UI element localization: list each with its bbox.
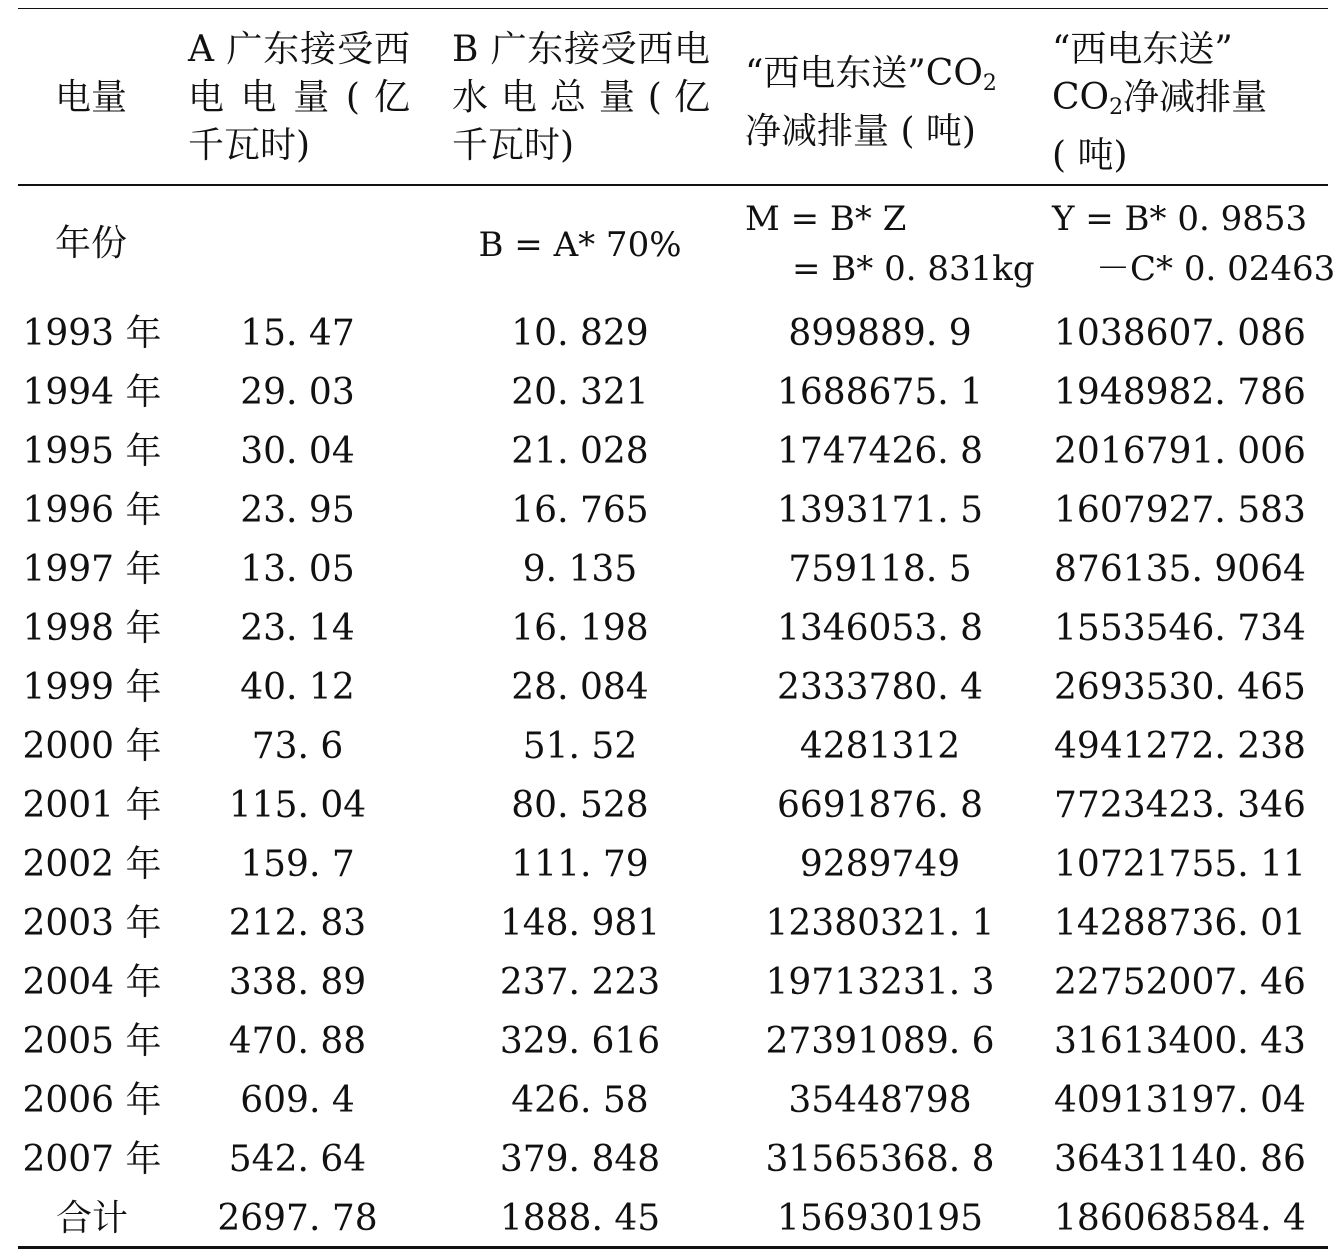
received-cell: 2697. 78 — [217, 1198, 378, 1239]
hydro-cell: 16. 765 — [511, 490, 649, 531]
year-cell: 1999 年 — [22, 667, 162, 708]
formula-y-line2: －C* 0. 02463 — [1096, 249, 1336, 289]
co2-y-cell: 1948982. 786 — [1054, 372, 1306, 413]
hydro-cell: 51. 52 — [522, 726, 638, 767]
hydro-cell: 16. 198 — [511, 608, 649, 649]
year-cell: 1997 年 — [22, 549, 162, 590]
hydro-cell: 379. 848 — [499, 1139, 661, 1180]
received-cell: 115. 04 — [228, 785, 367, 826]
hydro-cell: 426. 58 — [511, 1080, 649, 1121]
header-guangdong-received-line3: 千瓦时) — [188, 125, 311, 166]
received-cell: 23. 14 — [240, 608, 355, 649]
co2-y-cell: 2016791. 006 — [1054, 431, 1306, 472]
co2-y-cell: 186068584. 4 — [1054, 1198, 1306, 1239]
header-co2-y-line2: $CO_2$净减排量 — [1052, 77, 1268, 120]
co2-m-cell: 759118. 5 — [788, 549, 972, 590]
received-cell: 159. 7 — [240, 844, 355, 885]
co2-m-cell: 1747426. 8 — [776, 431, 984, 472]
co2-m-cell: 12380321. 1 — [765, 903, 995, 944]
co2-y-cell: 4941272. 238 — [1054, 726, 1306, 767]
co2-m-cell: 6691876. 8 — [776, 785, 984, 826]
hydro-cell: 1888. 45 — [499, 1198, 661, 1239]
header-co2-net-reduction-line1: “西电东送$”CO_2$ — [745, 53, 997, 96]
year-cell: 2001 年 — [22, 785, 162, 826]
co2-m-cell: 27391089. 6 — [765, 1021, 995, 1062]
received-cell: 30. 04 — [240, 431, 355, 472]
co2-y-cell: 1607927. 583 — [1054, 490, 1306, 531]
received-cell: 338. 89 — [228, 962, 367, 1003]
co2-m-cell: 2333780. 4 — [776, 667, 984, 708]
received-cell: 15. 47 — [240, 313, 355, 354]
formula-m-line2: = B* 0. 831kg — [792, 249, 1035, 289]
co2-y-cell: 31613400. 43 — [1054, 1021, 1306, 1062]
year-cell: 1995 年 — [22, 431, 162, 472]
co2-m-cell: 19713231. 3 — [765, 962, 995, 1003]
co2-y-cell: 1553546. 734 — [1054, 608, 1306, 649]
header-electricity: 电量 — [55, 77, 128, 118]
header-co2-y-line1: “西电东送” — [1052, 29, 1233, 70]
received-cell: 609. 4 — [240, 1080, 355, 1121]
formula-m-line1: M = B* Z — [745, 199, 907, 239]
hydro-cell: 28. 084 — [511, 667, 649, 708]
year-cell: 1998 年 — [22, 608, 162, 649]
year-cell: 合计 — [55, 1198, 128, 1239]
received-cell: 29. 03 — [240, 372, 355, 413]
header-co2-net-reduction — [745, 50, 1030, 156]
co2-m-cell: 35448798 — [788, 1080, 972, 1121]
year-cell: 2000 年 — [22, 726, 162, 767]
header-co2-net-reduction-y — [1052, 26, 1322, 180]
received-cell: 23. 95 — [240, 490, 355, 531]
co2-y-cell: 876135. 9064 — [1054, 549, 1306, 590]
hydro-cell: 20. 321 — [511, 372, 649, 413]
co2-m-cell: 9289749 — [799, 844, 961, 885]
year-cell: 1993 年 — [22, 313, 162, 354]
formula-y-line1: Y = B* 0. 9853 — [1052, 199, 1308, 239]
table-top-rule — [18, 8, 1328, 9]
header-separator-rule — [18, 184, 1328, 186]
year-cell: 2003 年 — [22, 903, 162, 944]
year-cell: 2002 年 — [22, 844, 162, 885]
year-cell: 1996 年 — [22, 490, 162, 531]
received-cell: 542. 64 — [228, 1139, 367, 1180]
received-cell: 470. 88 — [228, 1021, 367, 1062]
received-cell: 13. 05 — [240, 549, 355, 590]
formula-row-label: 年份 — [55, 223, 128, 264]
co2-y-cell: 22752007. 46 — [1054, 962, 1306, 1003]
co2-m-cell: 899889. 9 — [788, 313, 972, 354]
co2-m-cell: 1688675. 1 — [776, 372, 984, 413]
received-cell: 40. 12 — [240, 667, 355, 708]
header-hydro-total — [452, 26, 710, 170]
co2-m-cell: 31565368. 8 — [765, 1139, 995, 1180]
co2-y-cell: 10721755. 11 — [1054, 844, 1306, 885]
co2-m-cell: 4281312 — [799, 726, 961, 767]
hydro-cell: 9. 135 — [522, 549, 638, 590]
header-hydro-total-line1: B 广东接受西电 — [452, 29, 710, 70]
hydro-cell: 111. 79 — [511, 844, 649, 885]
hydro-cell: 237. 223 — [499, 962, 661, 1003]
co2-y-cell: 14288736. 01 — [1054, 903, 1306, 944]
hydro-cell: 80. 528 — [511, 785, 649, 826]
year-cell: 2006 年 — [22, 1080, 162, 1121]
header-guangdong-received-line2: 电 电 量 ( 亿 — [188, 77, 410, 118]
header-guangdong-received-line1: A 广东接受西 — [188, 29, 410, 70]
received-cell: 73. 6 — [251, 726, 344, 767]
co2-y-cell: 2693530. 465 — [1054, 667, 1306, 708]
header-hydro-total-line2: 水 电 总 量 ( 亿 — [452, 77, 710, 118]
header-guangdong-received — [188, 26, 410, 170]
co2-m-cell: 1393171. 5 — [776, 490, 984, 531]
header-co2-y-line3: ( 吨) — [1052, 135, 1128, 176]
year-cell: 2007 年 — [22, 1139, 162, 1180]
co2-m-cell: 156930195 — [776, 1198, 984, 1239]
co2-y-cell: 40913197. 04 — [1054, 1080, 1306, 1121]
header-co2-net-reduction-line2: 净减排量 ( 吨) — [745, 111, 976, 152]
co2-y-cell: 1038607. 086 — [1054, 313, 1306, 354]
hydro-cell: 21. 028 — [511, 431, 649, 472]
hydro-cell: 10. 829 — [511, 313, 649, 354]
header-hydro-total-line3: 千瓦时) — [452, 125, 575, 166]
received-cell: 212. 83 — [228, 903, 367, 944]
formula-b: B = A* 70% — [478, 225, 682, 265]
co2-m-cell: 1346053. 8 — [776, 608, 984, 649]
co2-y-cell: 36431140. 86 — [1054, 1139, 1306, 1180]
year-cell: 2004 年 — [22, 962, 162, 1003]
year-cell: 2005 年 — [22, 1021, 162, 1062]
hydro-cell: 329. 616 — [499, 1021, 661, 1062]
year-cell: 1994 年 — [22, 372, 162, 413]
co2-y-cell: 7723423. 346 — [1054, 785, 1306, 826]
hydro-cell: 148. 981 — [499, 903, 661, 944]
